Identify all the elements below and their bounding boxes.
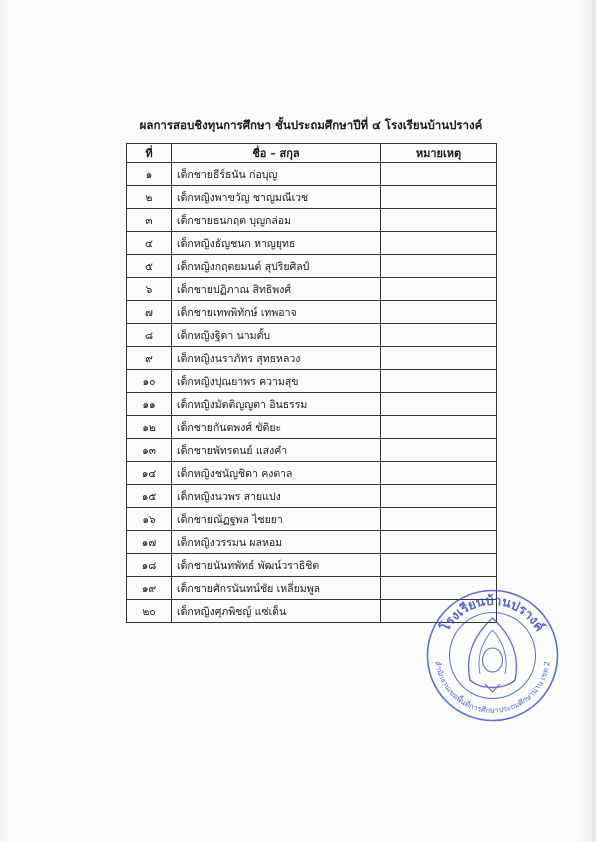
table-row bbox=[127, 163, 497, 186]
student-name: เด็กชายเทพพิทักษ์ เทพอาจ bbox=[172, 301, 381, 324]
student-name: เด็กหญิงมัตติญญตา อินธรรม bbox=[172, 393, 381, 416]
student-name: เด็กชายศักรนันทน์ชัย เหลี่ยมพูล bbox=[172, 577, 381, 600]
table-row bbox=[127, 209, 497, 232]
row-note bbox=[381, 393, 497, 416]
student-name: เด็กชายกันตพงศ์ ขัติยะ bbox=[172, 416, 381, 439]
row-number: ๑๗ bbox=[127, 531, 172, 554]
row-note bbox=[381, 416, 497, 439]
header-note: หมายเหตุ bbox=[381, 144, 497, 163]
stamp-top-text: โรงเรียนบ้านปรางค์ bbox=[438, 593, 547, 635]
student-name: เด็กชายพัทรตนย์ แสงคำ bbox=[172, 439, 381, 462]
row-number: ๑๖ bbox=[127, 508, 172, 531]
student-name: เด็กชายปฏิภาณ สิทธิพงศ์ bbox=[172, 278, 381, 301]
row-number: ๑๘ bbox=[127, 554, 172, 577]
row-note bbox=[381, 255, 497, 278]
row-note bbox=[381, 186, 497, 209]
row-note bbox=[381, 485, 497, 508]
table-row bbox=[127, 393, 497, 416]
row-note bbox=[381, 324, 497, 347]
table-row bbox=[127, 232, 497, 255]
row-note bbox=[381, 278, 497, 301]
row-number: ๑๕ bbox=[127, 485, 172, 508]
results-table bbox=[126, 143, 497, 623]
row-number: ๘ bbox=[127, 324, 172, 347]
row-number: ๑๐ bbox=[127, 370, 172, 393]
row-note bbox=[381, 531, 497, 554]
row-note bbox=[381, 163, 497, 186]
stamp-bottom-text: สำนักงานเขตพื้นที่การศึกษาประถมศึกษาน่าน เขต 2 bbox=[433, 660, 552, 716]
table-row bbox=[127, 370, 497, 393]
school-stamp bbox=[425, 588, 560, 723]
student-name: เด็กหญิงฐิตา นามตั้บ bbox=[172, 324, 381, 347]
student-name: เด็กหญิงชนัญชิดา คงตาล bbox=[172, 462, 381, 485]
student-name: เด็กหญิงกฤตยมนต์ สุปริยศิลป์ bbox=[172, 255, 381, 278]
table-row bbox=[127, 508, 497, 531]
row-number: ๓ bbox=[127, 209, 172, 232]
row-number: ๑๒ bbox=[127, 416, 172, 439]
row-note bbox=[381, 439, 497, 462]
row-note bbox=[381, 347, 497, 370]
table-row bbox=[127, 186, 497, 209]
row-note bbox=[381, 508, 497, 531]
row-number: ๑๙ bbox=[127, 577, 172, 600]
page-shadow-left bbox=[0, 0, 10, 842]
stamp-inner-ring bbox=[450, 613, 536, 699]
student-name: เด็กชายนันทพัทธ์ พัฒน์วราธิชิต bbox=[172, 554, 381, 577]
student-name: เด็กชายธนกฤต บุญกล่อม bbox=[172, 209, 381, 232]
header-no: ที่ bbox=[127, 144, 172, 163]
school-emblem-icon bbox=[469, 618, 517, 692]
row-note bbox=[381, 462, 497, 485]
student-name: เด็กหญิงพาขวัญ ชาญมณีเวช bbox=[172, 186, 381, 209]
row-number: ๙ bbox=[127, 347, 172, 370]
student-name: เด็กชายณัฏฐพล ไชยยา bbox=[172, 508, 381, 531]
student-name: เด็กหญิงนวพร สายแปง bbox=[172, 485, 381, 508]
row-number: ๗ bbox=[127, 301, 172, 324]
row-number: ๑๑ bbox=[127, 393, 172, 416]
header-name: ชื่อ – สกุล bbox=[172, 144, 381, 163]
table-header-row bbox=[127, 144, 497, 163]
student-name: เด็กหญิงศุภพิชญ์ แซ่เต็น bbox=[172, 600, 381, 623]
row-number: ๖ bbox=[127, 278, 172, 301]
row-number: ๑๔ bbox=[127, 462, 172, 485]
row-number: ๕ bbox=[127, 255, 172, 278]
row-note bbox=[381, 301, 497, 324]
student-name: เด็กหญิงนราภัทร สุทธหลวง bbox=[172, 347, 381, 370]
row-note bbox=[381, 209, 497, 232]
table-body bbox=[127, 163, 497, 623]
row-number: ๒ bbox=[127, 186, 172, 209]
student-name: เด็กชายธีร์ธนัน ก่อบุญ bbox=[172, 163, 381, 186]
student-name: เด็กหญิงปุณยาพร ความสุข bbox=[172, 370, 381, 393]
table-row bbox=[127, 301, 497, 324]
page-shadow-right bbox=[578, 0, 596, 842]
table-row bbox=[127, 462, 497, 485]
row-note bbox=[381, 370, 497, 393]
student-name: เด็กหญิงธัญชนก หาญยุทธ bbox=[172, 232, 381, 255]
row-number: ๔ bbox=[127, 232, 172, 255]
row-number: ๑๓ bbox=[127, 439, 172, 462]
table-row bbox=[127, 255, 497, 278]
row-number: ๒๐ bbox=[127, 600, 172, 623]
student-name: เด็กหญิงวรรมน ผลหอม bbox=[172, 531, 381, 554]
table-row bbox=[127, 278, 497, 301]
table-row bbox=[127, 485, 497, 508]
table-row bbox=[127, 554, 497, 577]
document-title: ผลการสอบชิงทุนการศึกษา ชั้นประถมศึกษาปีที่ ๔ โรงเรียนบ้านปรางค์ bbox=[139, 118, 483, 132]
table-row bbox=[127, 439, 497, 462]
table-row bbox=[127, 531, 497, 554]
row-note bbox=[381, 554, 497, 577]
stamp-outer-ring bbox=[428, 591, 558, 721]
table-row bbox=[127, 347, 497, 370]
row-number: ๑ bbox=[127, 163, 172, 186]
table-row bbox=[127, 324, 497, 347]
table-row bbox=[127, 416, 497, 439]
row-note bbox=[381, 232, 497, 255]
